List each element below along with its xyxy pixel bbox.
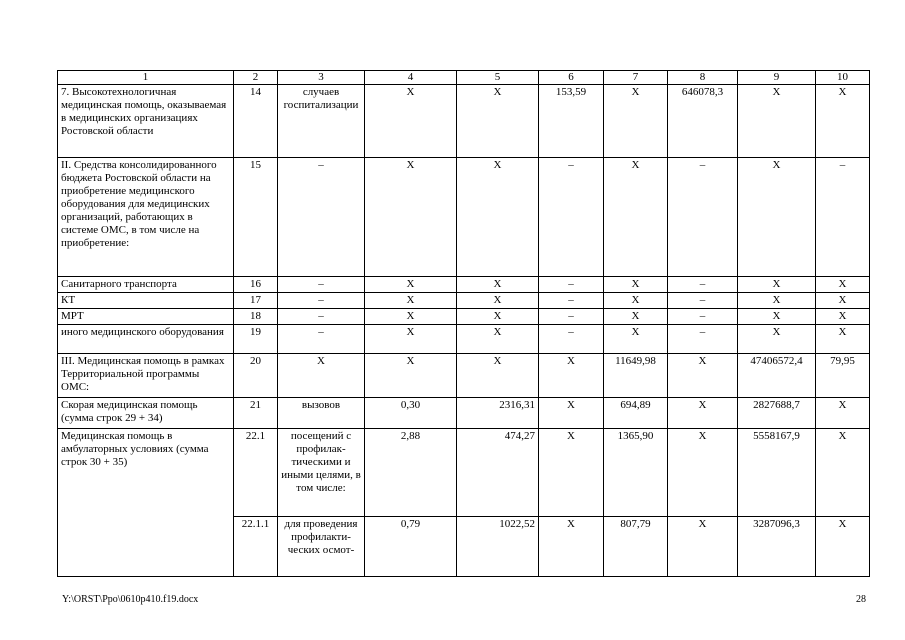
value-cell: Х (604, 325, 668, 354)
value-cell: Х (738, 309, 816, 325)
value-cell: Х (365, 158, 457, 277)
value-cell: Х (365, 354, 457, 398)
value-cell: Х (816, 293, 870, 309)
table-body (58, 71, 870, 577)
value-cell: – (539, 325, 604, 354)
value-cell: Х (539, 354, 604, 398)
header-cell: 3 (278, 71, 365, 85)
value-cell: – (816, 158, 870, 277)
unit-cell: – (278, 309, 365, 325)
value-cell: Х (738, 293, 816, 309)
value-cell: Х (816, 517, 870, 577)
value-cell: 79,95 (816, 354, 870, 398)
table-row (58, 325, 870, 354)
value-cell: – (539, 309, 604, 325)
value-cell: 153,59 (539, 85, 604, 158)
value-cell: Х (668, 354, 738, 398)
header-cell: 4 (365, 71, 457, 85)
value-cell: 2,88 (365, 429, 457, 517)
value-cell: Х (365, 325, 457, 354)
value-cell: Х (539, 429, 604, 517)
value-cell: 0,79 (365, 517, 457, 577)
unit-cell: – (278, 277, 365, 293)
header-cell: 1 (58, 71, 234, 85)
header-row (58, 71, 870, 85)
value-cell: Х (365, 309, 457, 325)
value-cell: Х (738, 158, 816, 277)
header-cell: 7 (604, 71, 668, 85)
unit-cell: – (278, 293, 365, 309)
row-number: 21 (234, 398, 278, 429)
value-cell: Х (457, 354, 539, 398)
unit-cell: Х (278, 354, 365, 398)
value-cell: – (668, 293, 738, 309)
row-name: КТ (58, 293, 234, 309)
value-cell: 694,89 (604, 398, 668, 429)
row-name: МРТ (58, 309, 234, 325)
value-cell: Х (457, 277, 539, 293)
value-cell: Х (365, 85, 457, 158)
table-row (58, 309, 870, 325)
value-cell: Х (365, 277, 457, 293)
value-cell: – (539, 158, 604, 277)
row-number: 22.1.1 (234, 517, 278, 577)
row-number: 19 (234, 325, 278, 354)
value-cell: – (539, 277, 604, 293)
unit-cell: случаев госпитализации (278, 85, 365, 158)
header-cell: 2 (234, 71, 278, 85)
value-cell: 47406572,4 (738, 354, 816, 398)
value-cell: Х (738, 85, 816, 158)
row-number: 16 (234, 277, 278, 293)
value-cell: – (668, 277, 738, 293)
page-number: 28 (856, 594, 866, 605)
table-row (58, 277, 870, 293)
data-table (57, 70, 870, 577)
value-cell: Х (604, 277, 668, 293)
value-cell: Х (457, 85, 539, 158)
unit-cell: для проведения профилакти-ческих осмот- (278, 517, 365, 577)
unit-cell: – (278, 158, 365, 277)
row-name: Медицинская помощь в амбулаторных условиях (сумма строк 30 + 35) (58, 429, 234, 577)
value-cell: Х (604, 158, 668, 277)
value-cell: Х (738, 277, 816, 293)
value-cell: Х (668, 398, 738, 429)
value-cell: Х (816, 429, 870, 517)
value-cell: 807,79 (604, 517, 668, 577)
value-cell: 5558167,9 (738, 429, 816, 517)
row-number: 18 (234, 309, 278, 325)
value-cell: Х (816, 398, 870, 429)
value-cell: Х (816, 277, 870, 293)
header-cell: 10 (816, 71, 870, 85)
value-cell: Х (668, 429, 738, 517)
value-cell: Х (816, 325, 870, 354)
value-cell: – (539, 293, 604, 309)
value-cell: 0,30 (365, 398, 457, 429)
value-cell: 3287096,3 (738, 517, 816, 577)
value-cell: Х (457, 293, 539, 309)
value-cell: Х (816, 85, 870, 158)
table-row (58, 293, 870, 309)
unit-cell: посещений с профилак-тическими и иными целями, в том числе: (278, 429, 365, 517)
header-cell: 5 (457, 71, 539, 85)
value-cell: 646078,3 (668, 85, 738, 158)
value-cell: Х (539, 398, 604, 429)
unit-cell: – (278, 325, 365, 354)
value-cell: Х (738, 325, 816, 354)
value-cell: Х (668, 517, 738, 577)
row-name: III. Медицинская помощь в рамках Территориальной программы ОМС: (58, 354, 234, 398)
value-cell: Х (604, 85, 668, 158)
table-row (58, 398, 870, 429)
row-name: Скорая медицинская помощь (сумма строк 29 + 34) (58, 398, 234, 429)
value-cell: 1365,90 (604, 429, 668, 517)
table-row (58, 85, 870, 158)
value-cell: 2316,31 (457, 398, 539, 429)
row-number: 20 (234, 354, 278, 398)
table-row (58, 354, 870, 398)
header-cell: 8 (668, 71, 738, 85)
value-cell: Х (457, 325, 539, 354)
value-cell: Х (604, 309, 668, 325)
value-cell: Х (457, 158, 539, 277)
row-name: 7. Высокотехнологичная медицинская помощь, оказываемая в медицинских организациях Ростовской области (58, 85, 234, 158)
row-number: 14 (234, 85, 278, 158)
value-cell: Х (816, 309, 870, 325)
value-cell: – (668, 158, 738, 277)
row-number: 15 (234, 158, 278, 277)
row-name: II. Средства консолидированного бюджета Ростовской области на приобретение медицинского оборудования для медицинских организаций, работающих в системе ОМС, в том числе на приобретение: (58, 158, 234, 277)
value-cell: 2827688,7 (738, 398, 816, 429)
header-cell: 9 (738, 71, 816, 85)
row-name: иного медицинского оборудования (58, 325, 234, 354)
row-name: Санитарного транспорта (58, 277, 234, 293)
value-cell: 1022,52 (457, 517, 539, 577)
unit-cell: вызовов (278, 398, 365, 429)
header-cell: 6 (539, 71, 604, 85)
footer-file-path: Y:\ORST\Ppo\0610p410.f19.docx (62, 594, 199, 605)
value-cell: Х (457, 309, 539, 325)
value-cell: 474,27 (457, 429, 539, 517)
value-cell: Х (539, 517, 604, 577)
value-cell: – (668, 309, 738, 325)
value-cell: Х (365, 293, 457, 309)
value-cell: 11649,98 (604, 354, 668, 398)
table-row (58, 429, 870, 517)
table-row (58, 158, 870, 277)
value-cell: – (668, 325, 738, 354)
value-cell: Х (604, 293, 668, 309)
row-number: 22.1 (234, 429, 278, 517)
row-number: 17 (234, 293, 278, 309)
